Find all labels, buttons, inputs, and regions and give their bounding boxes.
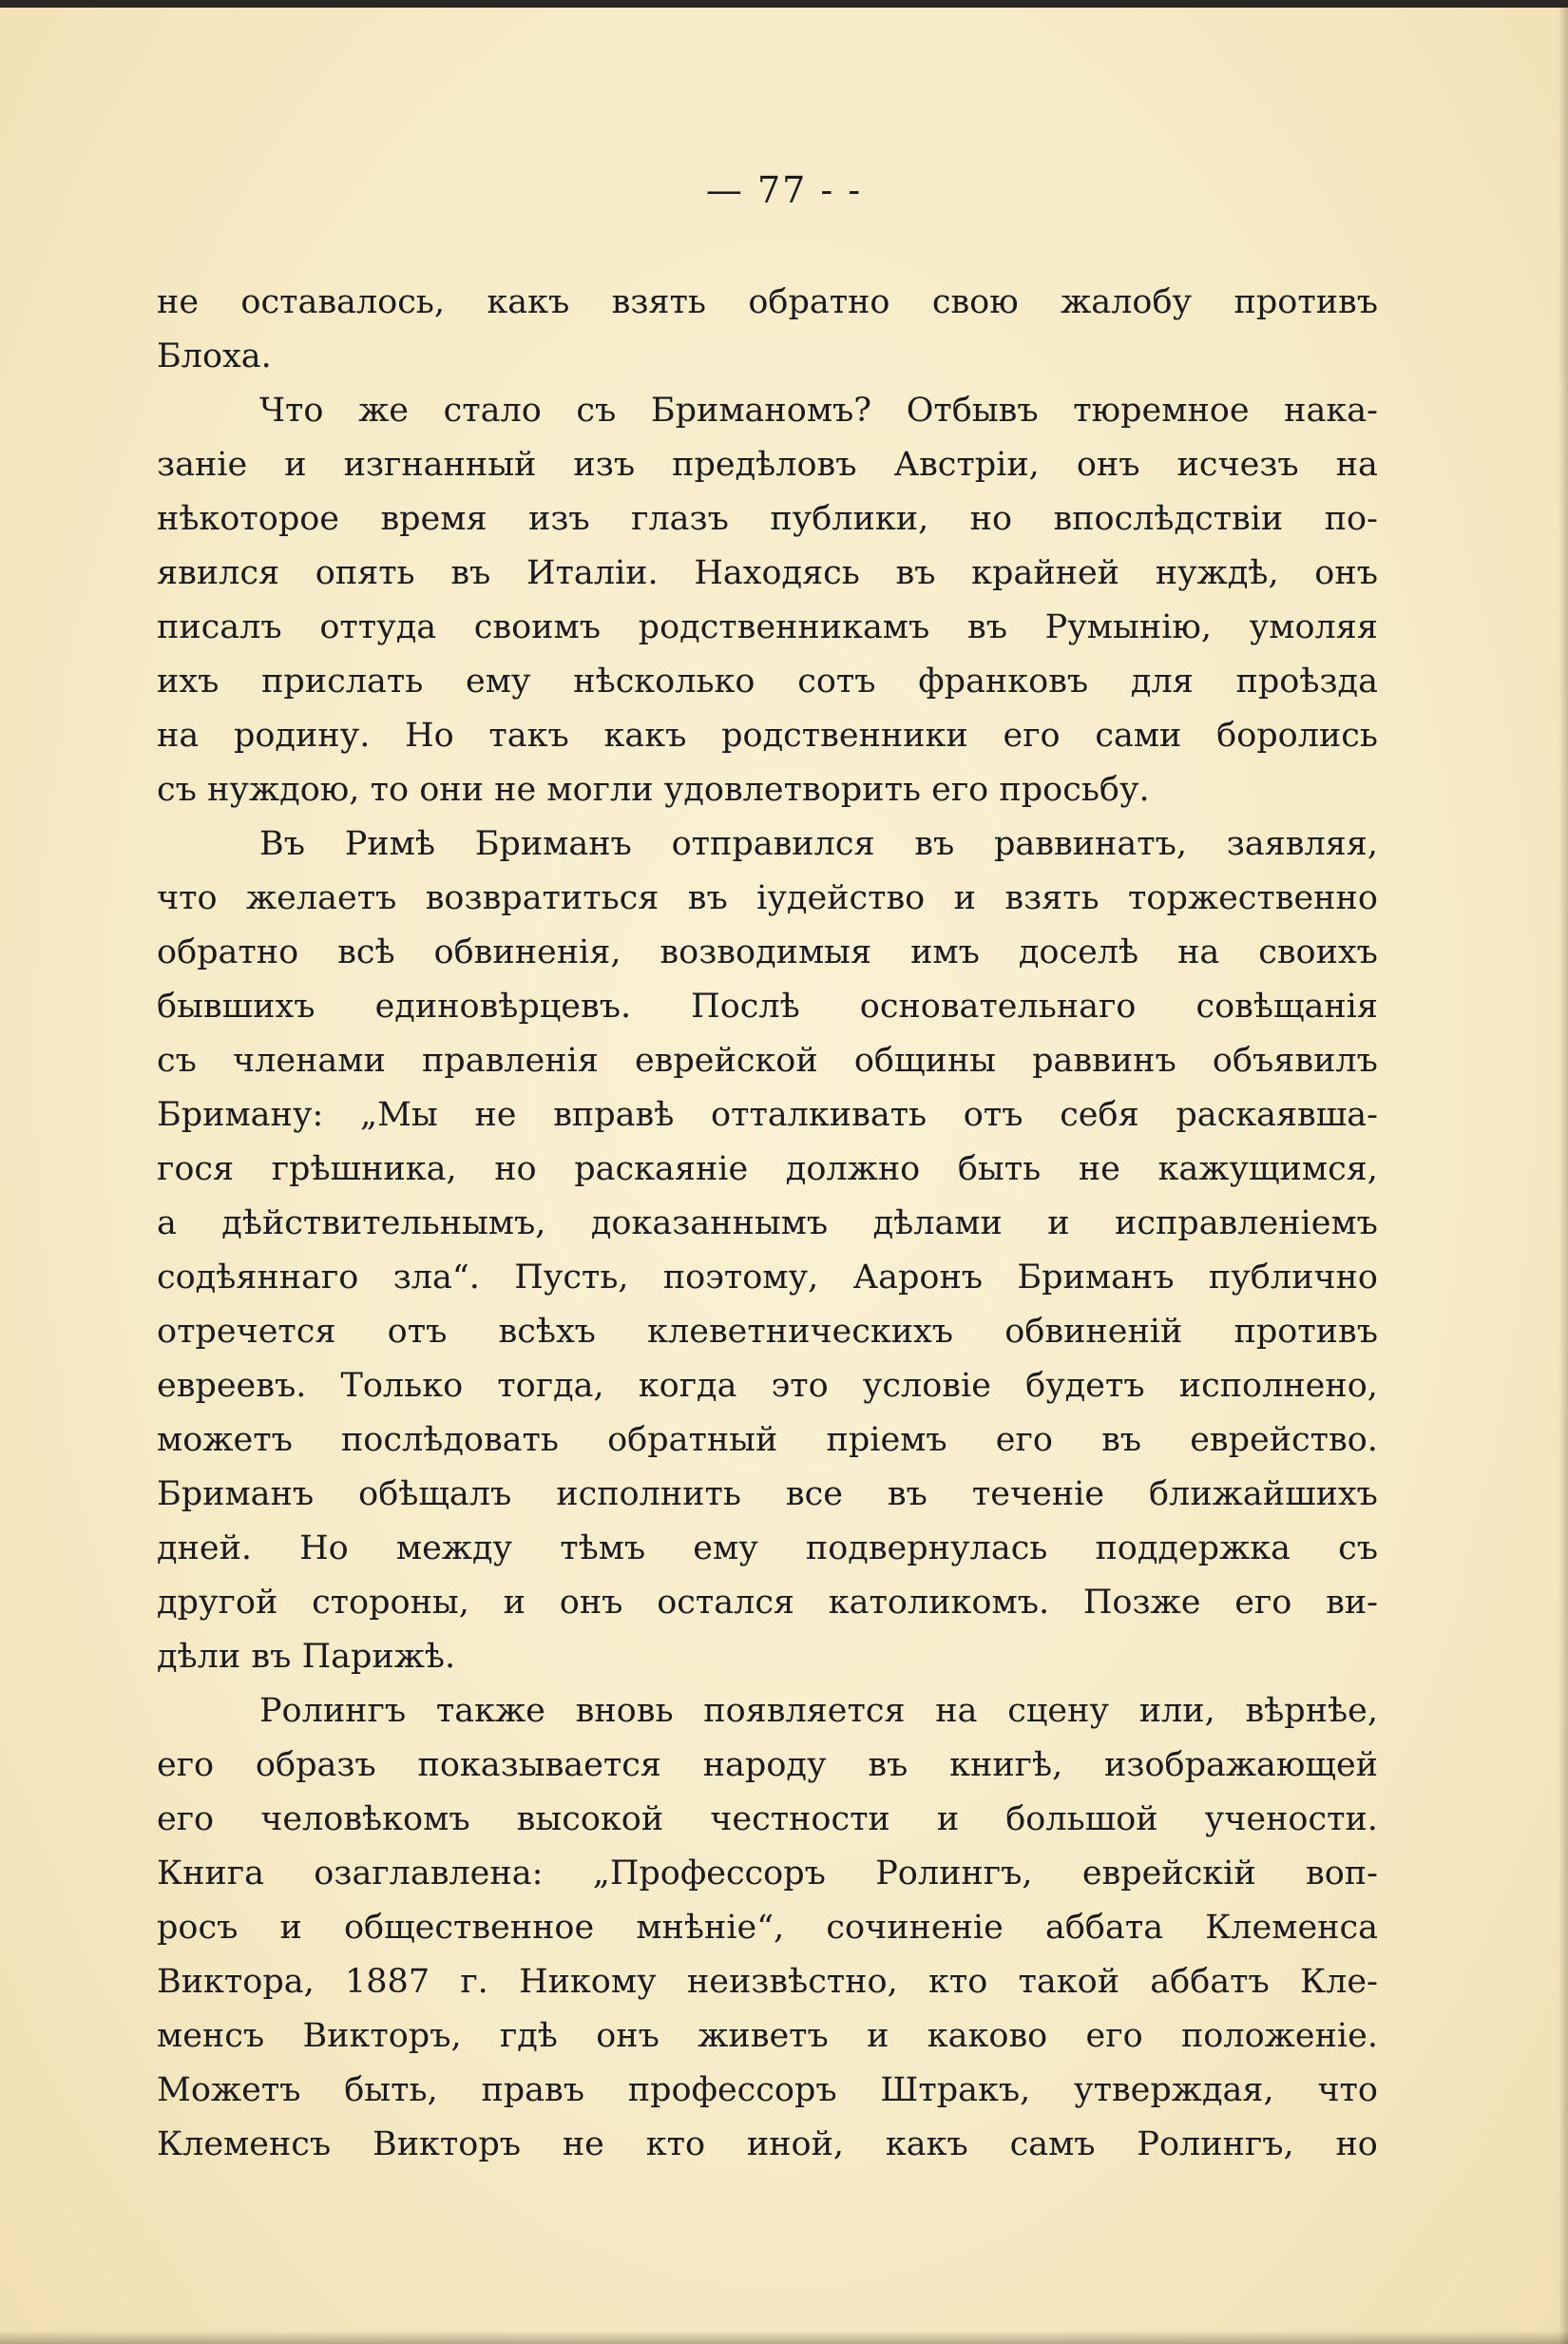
page-edge-shadow [1558,0,1568,2344]
text-line: менсъ Викторъ, гдѣ онъ живетъ и каково его положеніе. [157,2017,1378,2055]
text-line: его человѣкомъ высокой честности и большой учености. [157,1800,1378,1838]
text-line: что желаетъ возвратиться въ іудейство и взять торжественно [157,879,1378,917]
text-line: Бриманъ обѣщалъ исполнить все въ теченіе ближайшихъ [157,1475,1378,1513]
text-line: Виктора, 1887 г. Никому неизвѣстно, кто такой аббатъ Кле- [157,1963,1378,2001]
text-line: ихъ прислать ему нѣсколько сотъ франковъ для проѣзда [157,663,1378,701]
text-line: съ членами правленія еврейской общины раввинъ объявилъ [157,1042,1378,1080]
text-line: на родину. Но такъ какъ родственники его сами боролись [157,717,1378,755]
body-text [157,276,1378,2172]
text-line: его образъ показывается народу въ книгѣ, изображающей [157,1746,1378,1784]
text-line: заніе и изгнанный изъ предѣловъ Австріи, онъ исчезъ на [157,446,1378,484]
text-line: Книга озаглавлена: „Профессоръ Ролингъ, еврейскій воп- [157,1854,1378,1892]
page-bottom-shadow [0,2331,1568,2344]
top-border-rule [0,0,1568,8]
text-line: дней. Но между тѣмъ ему подвернулась поддержка съ [157,1529,1378,1567]
text-line: Бриману: „Мы не вправѣ отталкивать отъ себя раскаявша- [157,1096,1378,1134]
text-line: съ нуждою, то они не могли удовлетворить его просьбу. [157,771,1150,809]
text-line: Блоха. [157,337,272,375]
text-line: Въ Римѣ Бриманъ отправился въ раввинатъ, заявляя, [259,825,1378,863]
text-line: содѣяннаго зла“. Пусть, поэтому, Ааронъ Бриманъ публично [157,1258,1378,1297]
text-line: нѣкоторое время изъ глазъ публики, но впослѣдствіи по- [157,500,1378,538]
text-line: Клеменсъ Викторъ не кто иной, какъ самъ Ролингъ, но [157,2125,1378,2163]
text-line: другой стороны, и онъ остался католикомъ. Позже его ви- [157,1584,1378,1622]
text-line: Ролингъ также вновь появляется на сцену или, вѣрнѣе, [259,1692,1378,1730]
text-line: не оставалось, какъ взять обратно свою жалобу противъ [157,283,1378,321]
page-number: — 77 - - [705,169,863,211]
text-line: бывшихъ единовѣрцевъ. Послѣ основательнаго совѣщанія [157,988,1378,1026]
text-line: Что же стало съ Бриманомъ? Отбывъ тюремное нака- [259,392,1378,430]
text-line: евреевъ. Только тогда, когда это условіе будетъ исполнено, [157,1367,1378,1405]
text-line: росъ и общественное мнѣніе“, сочиненіе аббата Клеменса [157,1909,1378,1947]
text-line: можетъ послѣдовать обратный пріемъ его въ еврейство. [157,1421,1378,1459]
text-line: дѣли въ Парижѣ. [157,1638,456,1676]
text-line: явился опять въ Италіи. Находясь въ крайней нуждѣ, онъ [157,554,1378,592]
text-line: гося грѣшника, но раскаяніе должно быть не кажущимся, [157,1150,1378,1188]
text-line: писалъ оттуда своимъ родственникамъ въ Румынію, умоляя [157,608,1378,646]
text-line: Можетъ быть, правъ профессоръ Штракъ, утверждая, что [157,2071,1378,2109]
text-line: обратно всѣ обвиненія, возводимыя имъ доселѣ на своихъ [157,933,1378,971]
text-line: отречется отъ всѣхъ клеветническихъ обвиненій противъ [157,1313,1378,1351]
text-line: а дѣйствительнымъ, доказаннымъ дѣлами и исправленіемъ [157,1204,1378,1242]
